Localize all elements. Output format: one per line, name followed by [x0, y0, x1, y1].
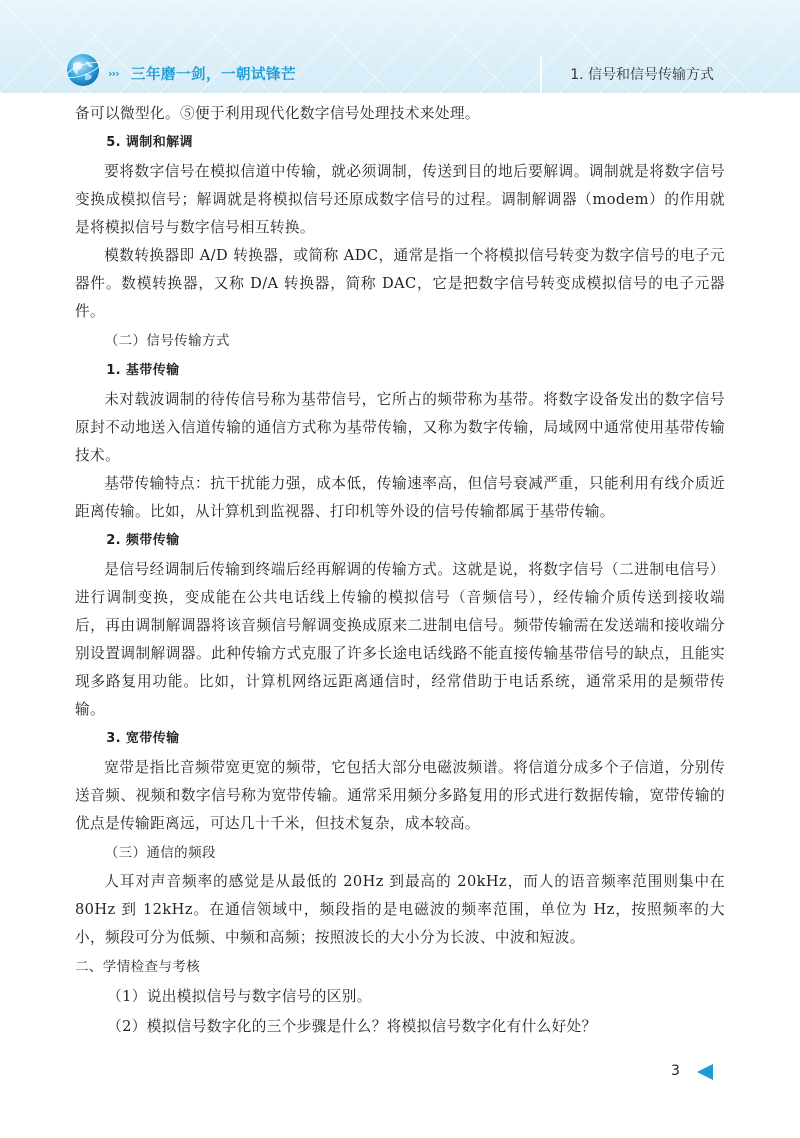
heading-transmission-methods: （二）信号传输方式: [104, 333, 230, 349]
paragraph: 未对载波调制的待传信号称为基带信号，它所占的频带称为基带。将数字设备发出的数字信号原封不动地送入信道传输的通信方式称为基带传输，又称为数字传输，局域网中通常使用基带传输技术。: [75, 391, 725, 464]
header-motto: 三年磨一剑，一朝试锋芒: [131, 67, 296, 83]
chapter-title: 1. 信号和信号传输方式: [570, 67, 714, 83]
header-divider: [540, 55, 542, 93]
heading-modulation: 5. 调制和解调: [106, 135, 193, 150]
page-number: 3: [671, 1063, 680, 1079]
heading-baseband: 1. 基带传输: [106, 363, 180, 378]
heading-frequency-bands: （三）通信的频段: [104, 845, 216, 861]
page-header: [0, 0, 800, 93]
paragraph: 要将数字信号在模拟信道中传输，就必须调制，传送到目的地后要解调。调制就是将数字信号变换成模拟信号；解调就是将模拟信号还原成数字信号的过程。调制解调器（modem）的作用就是将模拟信号与数字信号相互转换。: [75, 163, 725, 236]
paragraph: 人耳对声音频率的感觉是从最低的 20Hz 到最高的 20kHz，而人的语音频率范围则集中在 80Hz 到 12kHz。在通信领域中，频段指的是电磁波的频率范围，单位为 Hz，按照频率的大小，频段可分为低频、中频和高频；按照波长的大小分为长波、中波和短波。: [75, 873, 725, 946]
heading-section-two: 二、学情检查与考核: [75, 959, 201, 975]
globe-icon: [65, 52, 101, 88]
paragraph: 是信号经调制后传输到终端后经再解调的传输方式。这就是说，将数字信号（二进制电信号）进行调制变换，变成能在公共电话线上传输的模拟信号（音频信号），经传输介质传送到接收端后，再由调制解调器将该音频信号解调变换成原来二进制电信号。频带传输需在发送端和接收端分别设置调制解调器。此种传输方式克服了许多长途电话线路不能直接传输基带信号的缺点，且能实现多路复用功能。比如，计算机网络远距离通信时，经常借助于电话系统，通常采用的是频带传输。: [75, 561, 725, 718]
page-arrow-icon: [697, 1064, 713, 1080]
paragraph: 备可以微型化。⑤便于利用现代化数字信号处理技术来处理。: [75, 105, 480, 122]
chevrons-icon: ›››: [108, 67, 119, 80]
heading-broadband: 3. 宽带传输: [106, 731, 180, 746]
question-item: （2）模拟信号数字化的三个步骤是什么？将模拟信号数字化有什么好处？: [107, 1018, 597, 1035]
paragraph: 模数转换器即 A/D 转换器，或简称 ADC，通常是指一个将模拟信号转变为数字信号的电子元器件。数模转换器，又称 D/A 转换器，简称 DAC，它是把数字信号转变成模拟信号的电子元器件。: [75, 247, 725, 320]
paragraph: 宽带是指比音频带宽更宽的频带，它包括大部分电磁波频谱。将信道分成多个子信道，分别传送音频、视频和数字信号称为宽带传输。通常采用频分多路复用的形式进行数据传输，宽带传输的优点是传输距离远，可达几十千米，但技术复杂，成本较高。: [75, 759, 725, 832]
page-content: [75, 100, 725, 1042]
paragraph: 基带传输特点：抗干扰能力强，成本低，传输速率高，但信号衰减严重，只能利用有线介质近距离传输。比如，从计算机到监视器、打印机等外设的信号传输都属于基带传输。: [75, 475, 725, 520]
question-item: （1）说出模拟信号与数字信号的区别。: [107, 988, 372, 1005]
heading-bandpass: 2. 频带传输: [106, 533, 180, 548]
